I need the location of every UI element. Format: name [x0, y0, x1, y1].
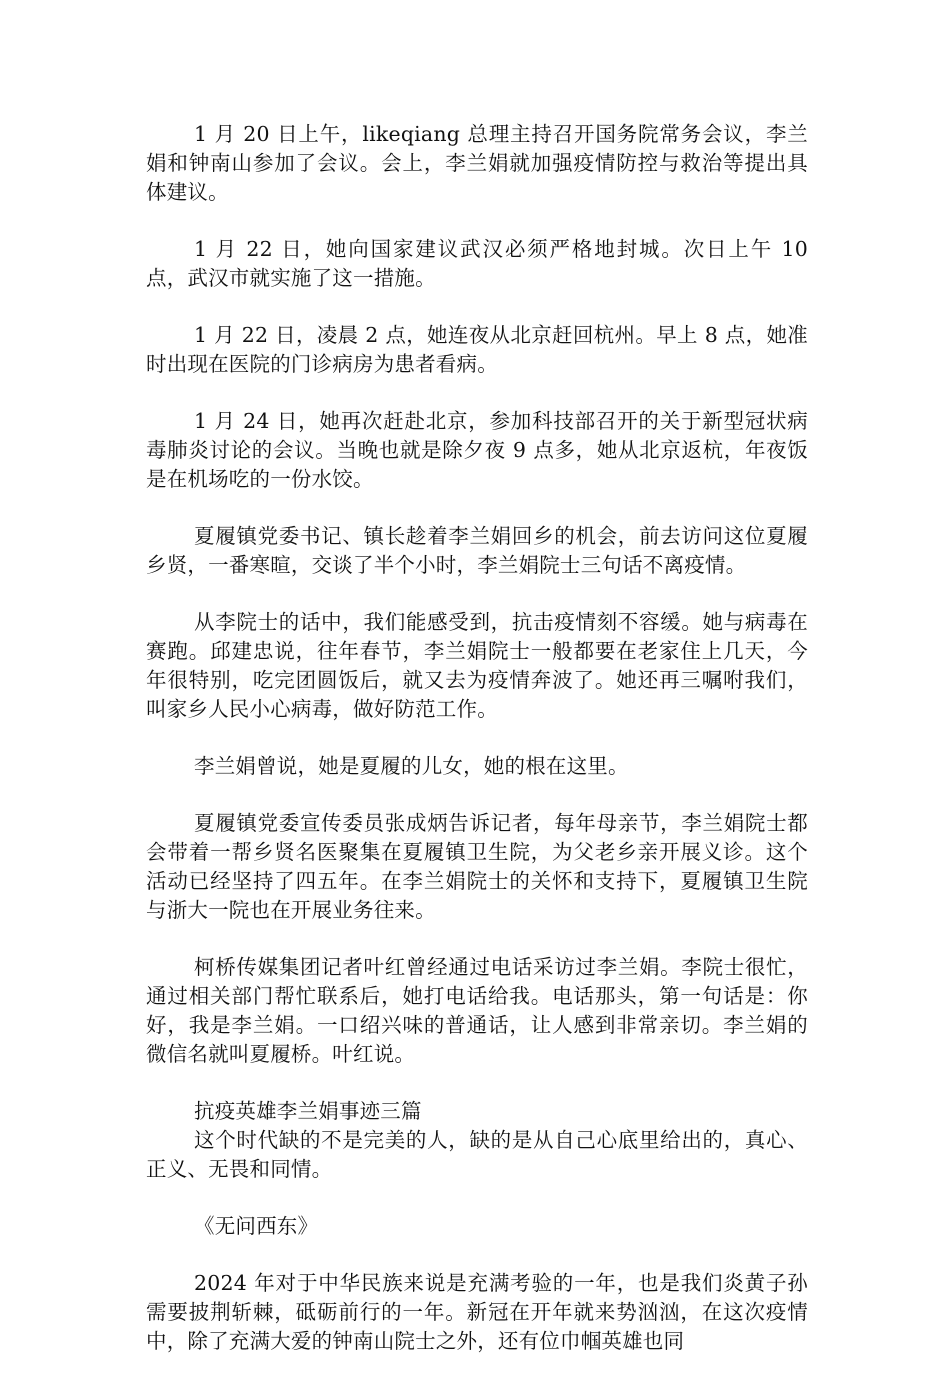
paragraph-reporter-call: 柯桥传媒集团记者叶红曾经通过电话采访过李兰娟。李院士很忙，通过相关部门帮忙联系后，她打电话给我。电话那头，第一句话是：你好，我是李兰娟。一口绍兴味的普通话，让人感到非常亲切。李兰娟的微信名就叫夏履桥。叶红说。 [146, 955, 808, 1066]
paragraph-free-clinic: 夏履镇党委宣传委员张成炳告诉记者，每年母亲节，李兰娟院士都会带着一帮乡贤名医聚集在夏履镇卫生院，为父老乡亲开展义诊。这个活动已经坚持了四五年。在李兰娟院士的关怀和支持下，夏履镇卫生院与浙大一院也在开展业务往来。 [146, 811, 808, 922]
paragraph-quote: 这个时代缺的不是完美的人，缺的是从自己心底里给出的，真心、正义、无畏和同情。 [146, 1128, 808, 1181]
paragraph-movie-title: 《无问西东》 [194, 1214, 319, 1238]
paragraph-jan20-meeting: 1 月 20 日上午，likeqiang 总理主持召开国务院常务会议，李兰娟和钟南山参加了会议。会上，李兰娟就加强疫情防控与救治等提出具体建议。 [146, 122, 808, 204]
document-body [146, 120, 808, 1384]
paragraph-xialv-visit: 夏履镇党委书记、镇长趁着李兰娟回乡的机会，前去访问这位夏履乡贤，一番寒暄，交谈了半个小时，李兰娟院士三句话不离疫情。 [146, 524, 808, 577]
paragraph-jan22-lockdown: 1 月 22 日，她向国家建议武汉必须严格地封城。次日上午 10 点，武汉市就实施了这一措施。 [146, 237, 808, 290]
paragraph-her-roots: 李兰娟曾说，她是夏履的儿女，她的根在这里。 [194, 754, 629, 778]
paragraph-2024-intro: 2024 年对于中华民族来说是充满考验的一年，也是我们炎黄子孙需要披荆斩棘，砥砺前行的一年。新冠在开年就来势汹汹，在这次疫情中，除了充满大爱的钟南山院士之外，还有位巾帼英雄也同 [146, 1271, 808, 1353]
section-heading: 抗疫英雄李兰娟事迹三篇 [194, 1099, 422, 1123]
paragraph-race-with-virus: 从李院士的话中，我们能感受到，抗击疫情刻不容缓。她与病毒在赛跑。邱建忠说，往年春节，李兰娟院士一般都要在老家住上几天，今年很特别，吃完团圆饭后，就又去为疫情奔波了。她还再三嘱咐我们，叫家乡人民小心病毒，做好防范工作。 [146, 610, 808, 721]
paragraph-jan24-beijing: 1 月 24 日，她再次赶赴北京，参加科技部召开的关于新型冠状病毒肺炎讨论的会议。当晚也就是除夕夜 9 点多，她从北京返杭，年夜饭是在机场吃的一份水饺。 [146, 409, 808, 491]
paragraph-jan22-return-hangzhou: 1 月 22 日，凌晨 2 点，她连夜从北京赶回杭州。早上 8 点，她准时出现在医院的门诊病房为患者看病。 [146, 323, 808, 376]
